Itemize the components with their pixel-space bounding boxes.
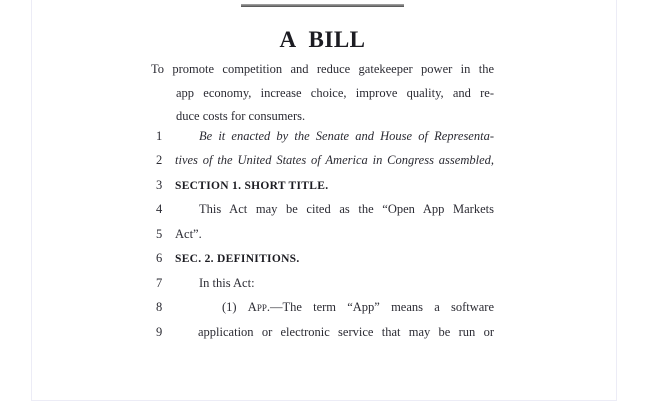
text-segment: application or electronic service that may be run or (198, 324, 494, 339)
preamble-line: To promote competition and reduce gatekeeper power in the (151, 62, 494, 76)
bill-page (31, 0, 617, 401)
preamble (151, 58, 494, 129)
line-number: 2 (156, 153, 163, 168)
preamble-line: app economy, increase choice, improve quality, and re- (176, 85, 494, 100)
line-text (199, 271, 494, 296)
line-number: 8 (156, 300, 163, 315)
line-number: 1 (156, 129, 163, 143)
text-segment: SEC. 2. DEFINITIONS. (175, 253, 300, 266)
bill-line-row (156, 271, 494, 296)
line-text (175, 173, 494, 199)
text-segment: In this Act: (199, 275, 255, 290)
line-number: 9 (156, 324, 163, 339)
bill-lines (156, 124, 494, 354)
bill-line-row (156, 148, 494, 173)
bill-line-row (156, 173, 494, 198)
bill-line-row (156, 246, 494, 271)
line-text (175, 222, 494, 247)
bill-line-row (156, 320, 494, 345)
text-segment: SECTION 1. SHORT TITLE. (175, 179, 329, 192)
line-text (199, 197, 494, 222)
line-text (175, 246, 494, 272)
line-number: 7 (156, 275, 163, 290)
line-text (198, 320, 494, 345)
text-segment: .—The term “App” means a software (266, 300, 495, 315)
bill-line-row (156, 222, 494, 247)
text-segment: Be it enacted by the Senate and House of Representa- (199, 129, 494, 143)
preamble-line: duce costs for consumers. (176, 109, 306, 123)
text-segment: (1) (222, 300, 248, 315)
line-text (199, 124, 494, 149)
bill-line-row (156, 197, 494, 222)
text-segment: This Act may be cited as the “Open App Markets (199, 202, 494, 217)
line-number: 4 (156, 202, 163, 217)
line-text (222, 295, 494, 320)
text-segment: tives of the United States of America in Congress assembled, (175, 153, 494, 168)
bill-line-row (156, 295, 494, 320)
line-number: 3 (156, 177, 163, 192)
text-segment: Act”. (175, 226, 202, 241)
bill-line-row (156, 124, 494, 149)
bill-title: A BILL (279, 27, 366, 52)
header-rule-divider (241, 4, 404, 7)
text-segment: App (247, 300, 267, 315)
line-number: 6 (156, 251, 163, 266)
line-text (175, 148, 494, 173)
line-number: 5 (156, 226, 163, 241)
